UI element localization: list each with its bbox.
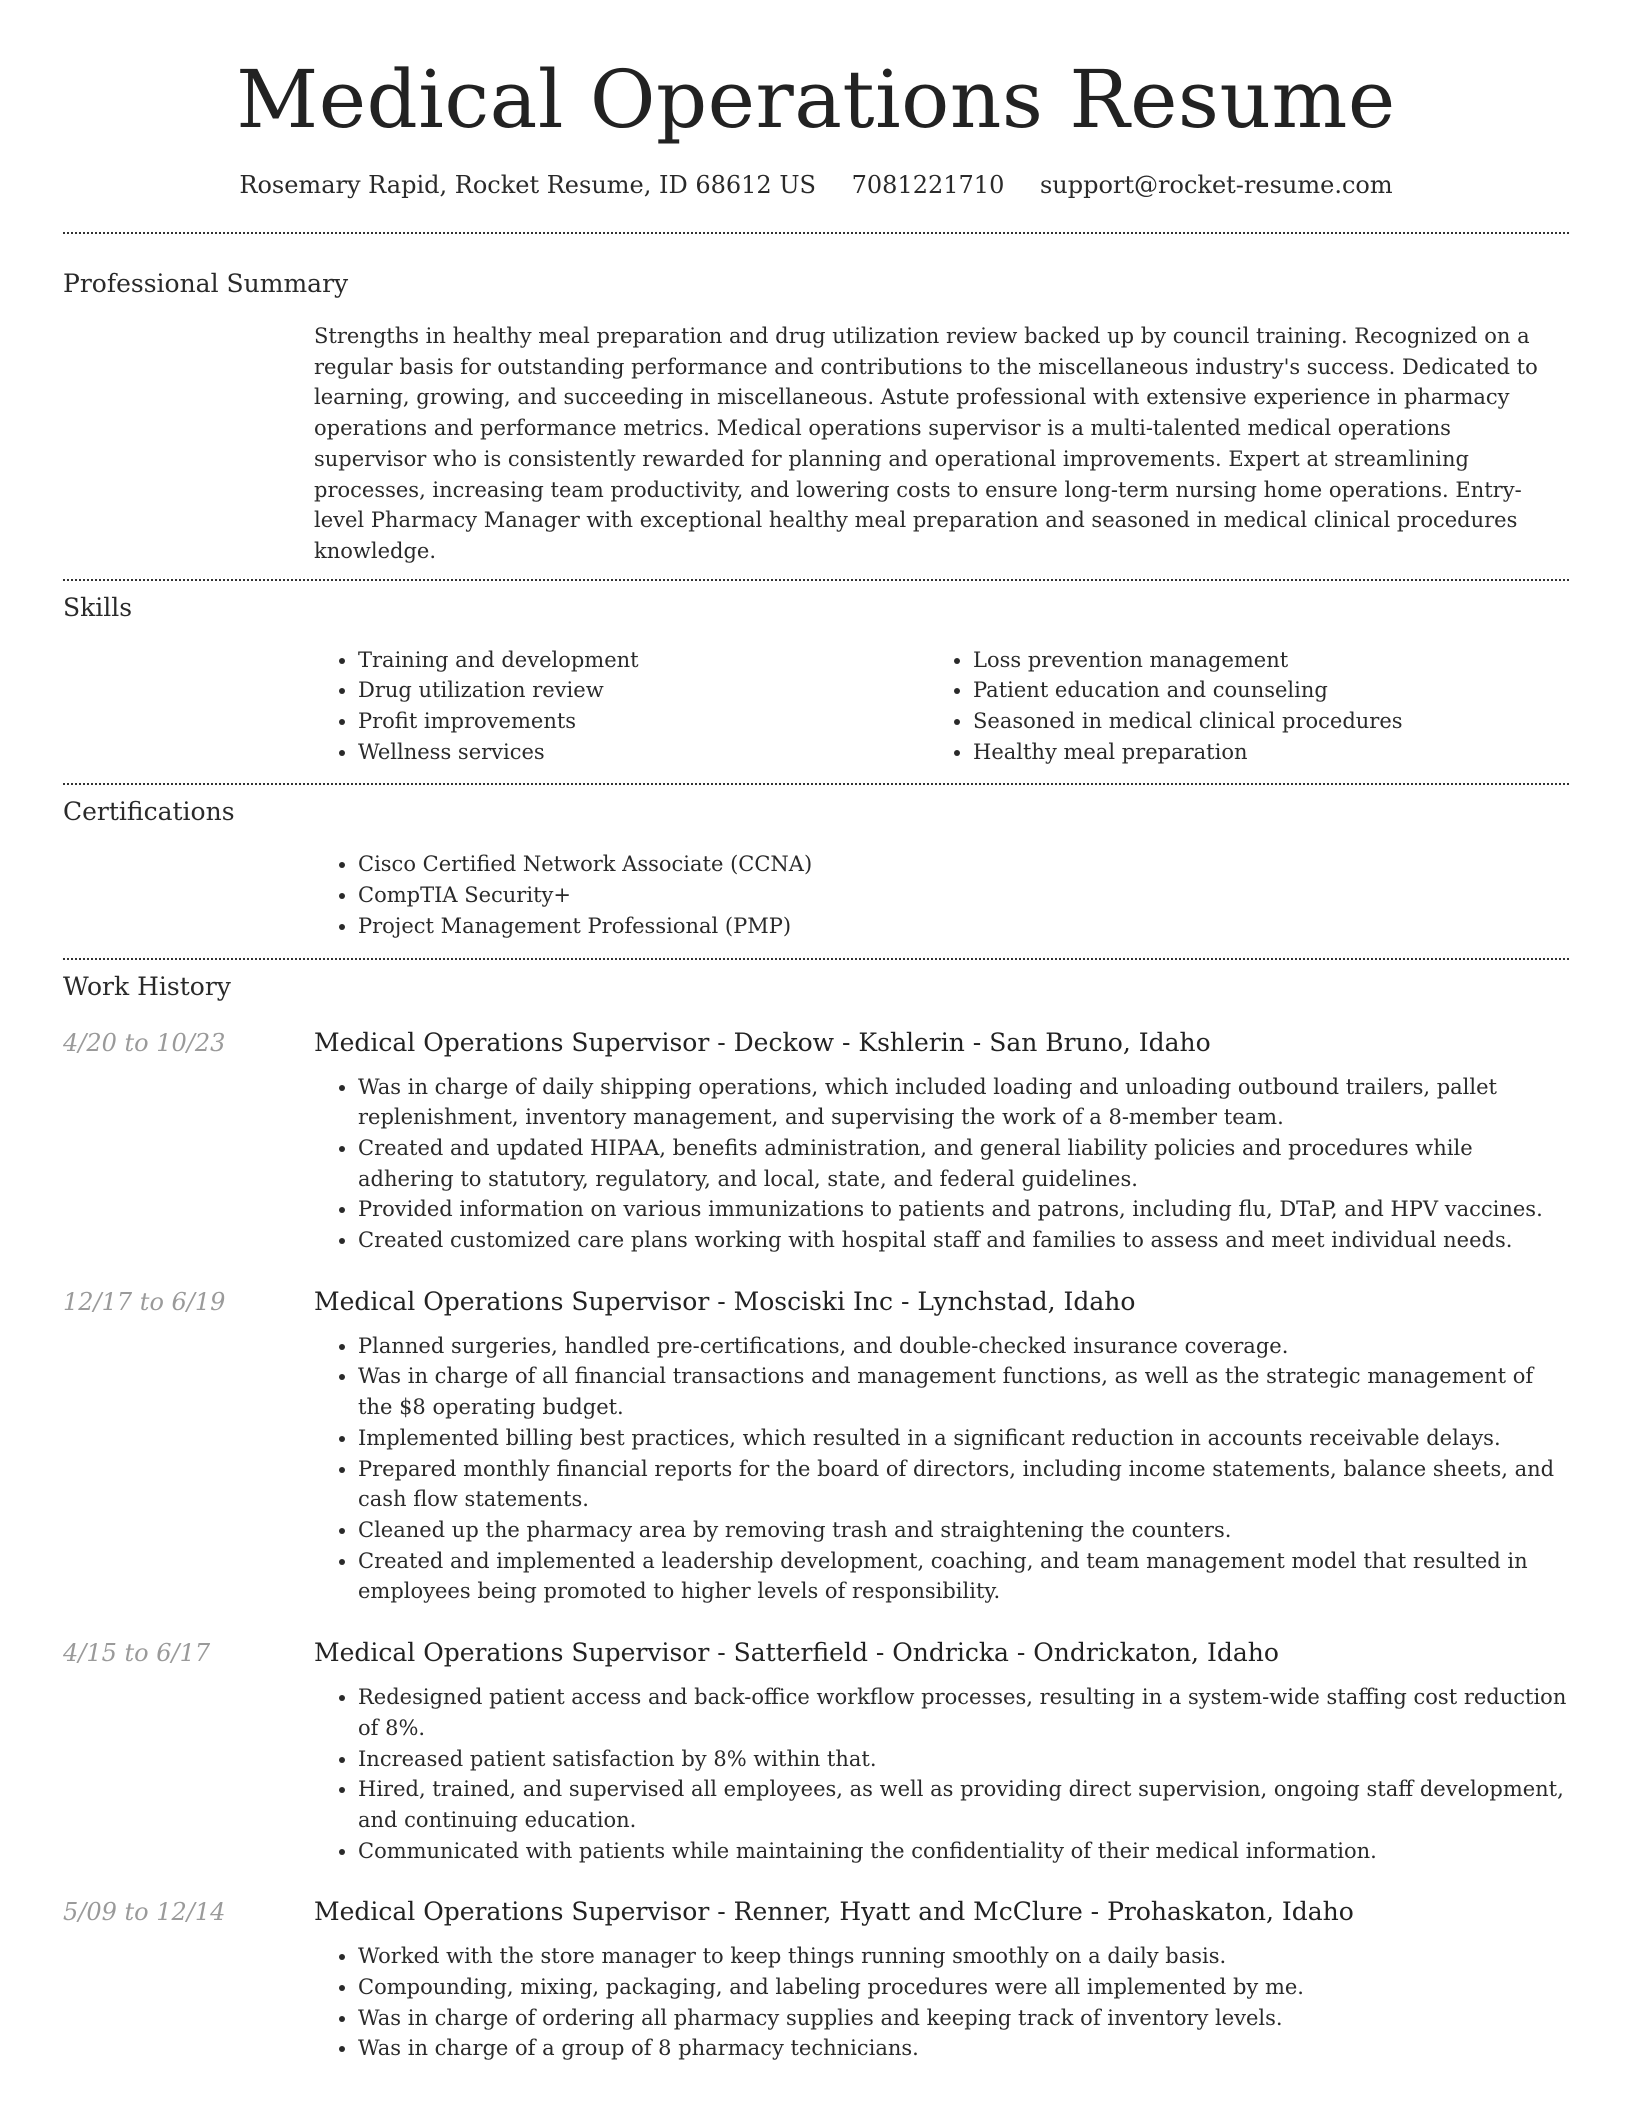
contact-line	[63, 168, 1569, 202]
job-dates: 4/20 to 10/23	[63, 1028, 226, 1057]
list-item: • Profit improvements	[358, 706, 929, 737]
job-title: Medical Operations Supervisor - Deckow - Kshlerin - San Bruno, Idaho	[314, 1027, 1211, 1057]
contact-address: Rosemary Rapid, Rocket Resume, ID 68612 US	[239, 171, 816, 199]
certifications-section	[63, 785, 1569, 957]
list-item: • Redesigned patient access and back-office workflow processes, resulting in a system-wide staffing cost reduction of 8%.	[358, 1682, 1569, 1743]
list-item: • Implemented billing best practices, which resulted in a significant reduction in accounts receivable delays.	[358, 1423, 1569, 1454]
contact-email: support@rocket-resume.com	[1039, 171, 1393, 199]
page-title: Medical Operations Resume	[236, 53, 1396, 146]
skills-column-left	[314, 645, 929, 768]
skills-section	[63, 581, 1569, 784]
list-item: • Created and updated HIPAA, benefits administration, and general liability policies and procedures while adhering to statutory, regulatory, and local, state, and federal guidelines.	[358, 1133, 1569, 1194]
job-title: Medical Operations Supervisor - Satterfield - Ondricka - Ondrickaton, Idaho	[314, 1638, 1279, 1668]
list-item: • Cisco Certified Network Associate (CCNA)	[358, 849, 1569, 880]
list-item: • Increased patient satisfaction by 8% within that.	[358, 1744, 1569, 1775]
list-item: • Wellness services	[358, 737, 929, 768]
certifications-list	[314, 849, 1569, 941]
summary-content	[314, 321, 1569, 567]
list-item: • Created and implemented a leadership development, coaching, and team management model that resulted in employees being promoted to higher levels of responsibility.	[358, 1546, 1569, 1607]
list-item: • Loss prevention management	[973, 645, 1569, 676]
list-item: • Worked with the store manager to keep things running smoothly on a daily basis.	[358, 1941, 1569, 1972]
list-item: • Cleaned up the pharmacy area by removing trash and straightening the counters.	[358, 1515, 1569, 1546]
job-entry	[63, 1285, 1569, 1607]
list-item: • Compounding, mixing, packaging, and labeling procedures were all implemented by me.	[358, 1972, 1569, 2003]
contact-phone: 7081221710	[851, 171, 1005, 199]
list-item: • Was in charge of all financial transactions and management functions, as well as the strategic management of the $8 operating budget.	[358, 1361, 1569, 1422]
skills-heading: Skills	[63, 592, 133, 622]
job-title: Medical Operations Supervisor - Mosciski Inc - Lynchstad, Idaho	[314, 1286, 1136, 1316]
list-item: • Hired, trained, and supervised all employees, as well as providing direct supervision, ongoing staff development, and continuing education.	[358, 1774, 1569, 1835]
list-item: • Created customized care plans working with hospital staff and families to assess and meet individual needs.	[358, 1225, 1569, 1256]
skills-column-right	[929, 645, 1569, 768]
list-item: • Planned surgeries, handled pre-certifications, and double-checked insurance coverage.	[358, 1331, 1569, 1362]
job-content	[314, 1026, 1569, 1256]
list-item: • Prepared monthly financial reports for the board of directors, including income statements, balance sheets, and cash flow statements.	[358, 1454, 1569, 1515]
list-item: • Provided information on various immunizations to patients and patrons, including flu, DTaP, and HPV vaccines.	[358, 1194, 1569, 1225]
job-title: Medical Operations Supervisor - Renner, Hyatt and McClure - Prohaskaton, Idaho	[314, 1897, 1354, 1927]
job-dates: 5/09 to 12/14	[63, 1898, 226, 1927]
list-item: • Drug utilization review	[358, 675, 929, 706]
job-entry	[63, 1895, 1569, 2064]
job-dates: 4/15 to 6/17	[63, 1639, 211, 1668]
list-item: • Communicated with patients while maintaining the confidentiality of their medical information.	[358, 1836, 1569, 1867]
list-item: • Was in charge of ordering all pharmacy supplies and keeping track of inventory levels.	[358, 2003, 1569, 2034]
summary-text: Strengths in healthy meal preparation and drug utilization review backed up by council training. Recognized on a regular basis for outstanding performance and contributions to the miscellaneous industry's success. Dedicated to learning, growing, and succeeding in miscellaneous. Astute professional with extensive experience in pharmacy operations and performance metrics. Medical operations supervisor is a multi-talented medical operations supervisor who is consistently rewarded for planning and operational improvements. Expert at streamlining processes, increasing team productivity, and lowering costs to ensure long-term nursing home operations. Entry-level Pharmacy Manager with exceptional healthy meal preparation and seasoned in medical clinical procedures knowledge.	[314, 324, 1538, 563]
certifications-heading: Certifications	[63, 797, 235, 827]
work-history-section	[63, 960, 1569, 2065]
work-history-heading: Work History	[63, 971, 231, 1001]
job-content	[314, 1285, 1569, 1607]
list-item: • Seasoned in medical clinical procedures	[973, 706, 1569, 737]
job-dates: 12/17 to 6/19	[63, 1287, 226, 1316]
summary-section	[63, 234, 1569, 579]
summary-heading: Professional Summary	[63, 269, 349, 298]
job-content	[314, 1895, 1569, 2064]
list-item: • Was in charge of a group of 8 pharmacy technicians.	[358, 2033, 1569, 2064]
list-item: • Patient education and counseling	[973, 675, 1569, 706]
job-content	[314, 1636, 1569, 1866]
job-entry	[63, 1636, 1569, 1866]
list-item: • CompTIA Security+	[358, 880, 1569, 911]
list-item: • Project Management Professional (PMP)	[358, 911, 1569, 942]
list-item: • Was in charge of daily shipping operations, which included loading and unloading outbound trailers, pallet replenishment, inventory management, and supervising the work of a 8-member team.	[358, 1072, 1569, 1133]
job-entry	[63, 1026, 1569, 1256]
list-item: • Healthy meal preparation	[973, 737, 1569, 768]
list-item: • Training and development	[358, 645, 929, 676]
skills-list	[314, 645, 1569, 768]
